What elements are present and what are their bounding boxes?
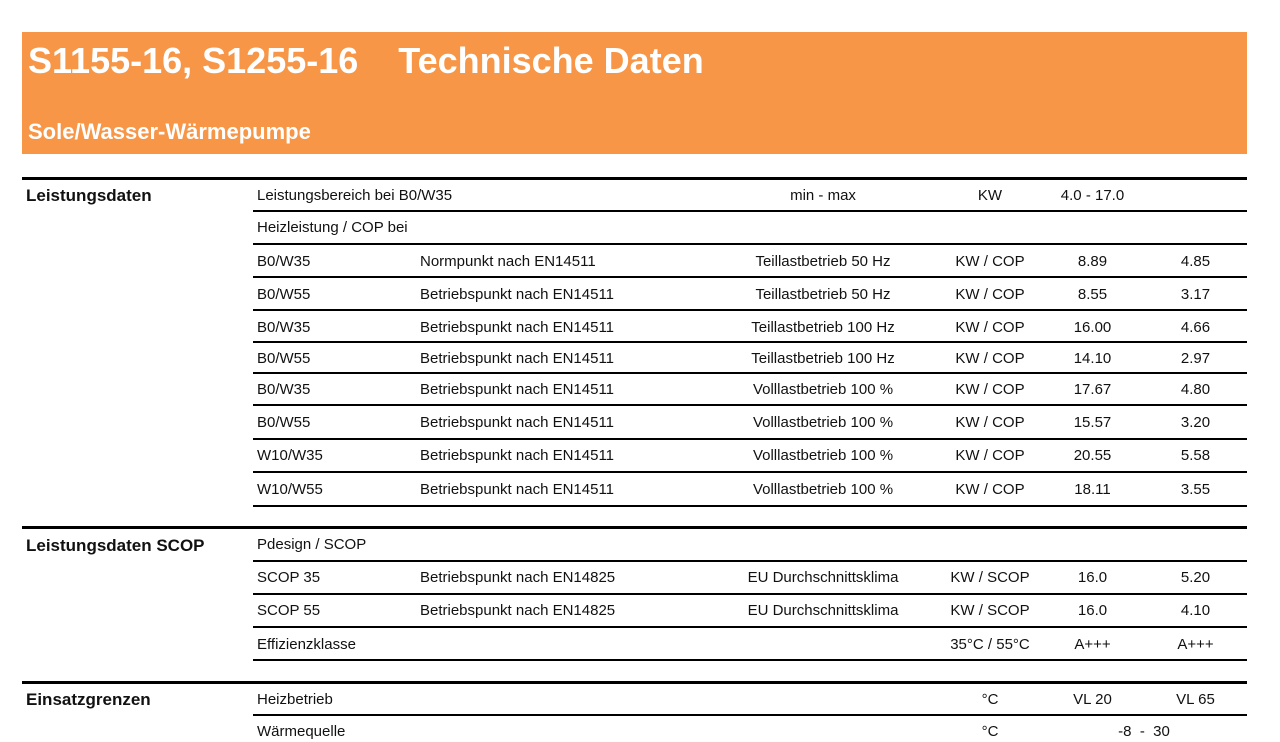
row-kw: 16.0 [1077,602,1108,619]
row-divider [253,626,1247,628]
row-kw: 15.57 [1073,414,1112,431]
row-mode: Volllastbetrieb 100 % [752,381,894,398]
table-row [0,474,1280,506]
row-mode: Teillastbetrieb 50 Hz [755,286,891,303]
title-text: Technische Daten [398,40,704,81]
row-subheading: Heizleistung / COP bei [257,219,408,236]
row-unit: KW / COP [955,253,1025,270]
quelle-label: Wärmequelle [257,723,346,740]
quelle-range: -8 - 30 [1118,723,1170,740]
row-point: B0/W55 [257,286,311,303]
row-divider [253,243,1247,245]
row-kw: 17.67 [1073,381,1112,398]
table-row [0,279,1280,311]
row-unit: KW / COP [955,286,1025,303]
row-unit: KW [977,187,1003,204]
row-desc: Betriebspunkt nach EN14825 [420,602,616,619]
row-kw: 16.0 [1077,569,1108,586]
row-desc: Leistungsbereich bei B0/W35 [257,187,453,204]
table-row [0,407,1280,439]
row-kw: 18.11 [1074,481,1111,498]
heiz-unit: °C [981,691,999,708]
row-mode: Volllastbetrieb 100 % [752,414,894,431]
row-unit: KW / COP [955,381,1025,398]
row-desc: Betriebspunkt nach EN14511 [420,381,615,398]
row-divider [253,505,1247,507]
row-unit: KW / COP [955,350,1025,367]
table-row [0,312,1280,344]
row-point: SCOP 35 [257,569,321,586]
row-unit: KW / COP [955,481,1025,498]
table-row [0,246,1280,278]
section-label-scop: Leistungsdaten SCOP [26,536,205,555]
page-subtitle: Sole/Wasser-Wärmepumpe [28,119,311,144]
row-desc: Betriebspunkt nach EN14511 [420,447,615,464]
section-label-einsatzgrenzen: Einsatzgrenzen [26,690,151,709]
row-divider [253,276,1247,278]
row-mode: Teillastbetrieb 100 Hz [751,319,895,336]
row-kw: 8.89 [1077,253,1108,270]
table-row [0,684,1280,716]
row-divider [253,471,1247,473]
row-unit: KW / SCOP [950,602,1030,619]
heiz-label: Heizbetrieb [257,691,333,708]
header-banner [22,32,1247,154]
row-desc: Betriebspunkt nach EN14511 [420,481,615,498]
heiz-vl-high: VL 65 [1176,691,1215,708]
row-value: 4.0 - 17.0 [1060,187,1125,204]
table-row [0,343,1280,375]
page-title [28,40,704,82]
efficiency-class-35: A+++ [1074,636,1111,653]
row-mode: Volllastbetrieb 100 % [752,481,894,498]
row-point: B0/W35 [257,381,311,398]
row-mode: Teillastbetrieb 100 Hz [751,350,895,367]
row-kw: 16.00 [1073,319,1112,336]
table-row [0,212,1280,244]
row-point: B0/W35 [257,319,311,336]
row-desc: Betriebspunkt nach EN14511 [420,414,615,431]
row-cop: 2.97 [1180,350,1211,367]
row-divider [253,404,1247,406]
table-row [0,374,1280,406]
row-desc: Betriebspunkt nach EN14511 [420,319,615,336]
table-row [0,180,1280,212]
row-cop: 5.58 [1180,447,1211,464]
efficiency-label: Effizienzklasse [257,636,356,653]
row-kw: 20.55 [1073,447,1112,464]
row-point: W10/W35 [257,447,323,464]
model-name: S1155-16, S1255-16 [28,40,359,81]
table-row [0,440,1280,472]
row-point: B0/W55 [257,350,311,367]
row-kw: 14.10 [1073,350,1112,367]
row-divider [253,309,1247,311]
row-cop: 4.66 [1180,319,1211,336]
table-row [0,562,1280,594]
efficiency-class-55: A+++ [1177,636,1214,653]
row-desc: Betriebspunkt nach EN14511 [420,350,615,367]
row-unit: KW / COP [955,447,1025,464]
row-mode: EU Durchschnittsklima [747,602,899,619]
row-unit: KW / COP [955,319,1025,336]
row-cop: 5.20 [1180,569,1211,586]
row-point: SCOP 55 [257,602,321,619]
quelle-unit: °C [981,723,999,740]
row-point: B0/W35 [257,253,311,270]
row-mode: min - max [790,187,856,204]
row-divider [253,659,1247,661]
heiz-vl-low: VL 20 [1073,691,1112,708]
row-cop: 4.85 [1180,253,1211,270]
row-cop: 3.17 [1180,286,1211,303]
row-unit: KW / COP [955,414,1025,431]
row-cop: 3.20 [1180,414,1211,431]
table-row [0,716,1280,742]
row-desc: Betriebspunkt nach EN14511 [420,286,615,303]
row-cop: 4.10 [1180,602,1211,619]
row-mode: Teillastbetrieb 50 Hz [755,253,891,270]
table-row [0,529,1280,561]
row-subheading: Pdesign / SCOP [257,536,367,553]
row-unit: KW / SCOP [950,569,1030,586]
section-label-leistungsdaten: Leistungsdaten [26,186,152,205]
row-mode: EU Durchschnittsklima [747,569,899,586]
row-mode: Volllastbetrieb 100 % [752,447,894,464]
row-cop: 3.55 [1180,481,1211,498]
row-cop: 4.80 [1180,381,1211,398]
row-point: W10/W55 [257,481,323,498]
efficiency-temps: 35°C / 55°C [950,636,1030,653]
row-desc: Betriebspunkt nach EN14825 [420,569,616,586]
table-row [0,595,1280,627]
row-kw: 8.55 [1077,286,1108,303]
row-point: B0/W55 [257,414,311,431]
table-row [0,629,1280,661]
row-desc: Normpunkt nach EN14511 [420,253,596,270]
